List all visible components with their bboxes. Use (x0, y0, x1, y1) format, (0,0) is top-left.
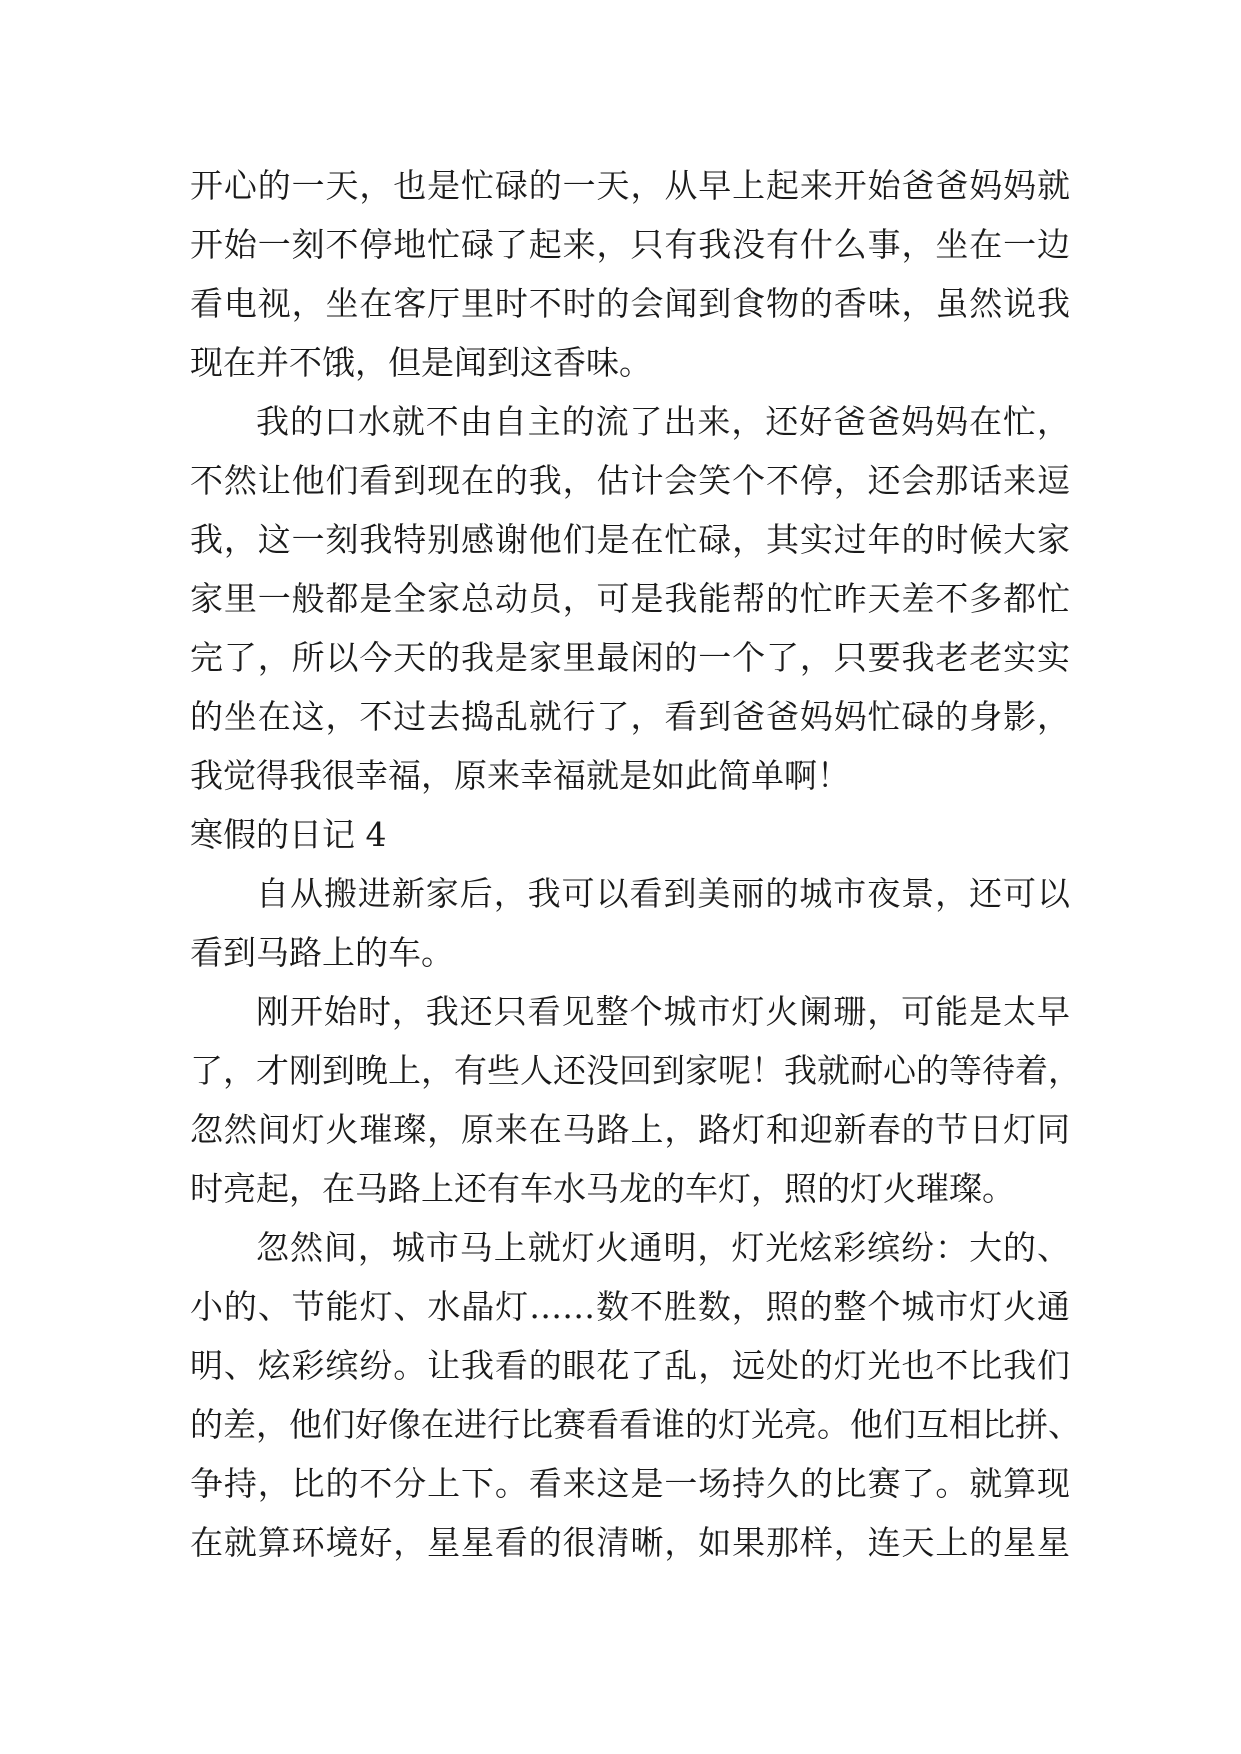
text-line: 我的口水就不由自主的流了出来，还好爸爸妈妈在忙， (256, 402, 1070, 441)
text-line: 家里一般都是全家总动员，可是我能帮的忙昨天差不多都忙 (190, 579, 1070, 618)
text-line: 了，才刚到晚上，有些人还没回到家呢！我就耐心的等待着， (190, 1051, 1081, 1090)
text-line: 忽然间，城市马上就灯火通明，灯光炫彩缤纷：大的、 (256, 1228, 1070, 1267)
text-line: 看到马路上的车。 (190, 933, 454, 972)
text-line: 我，这一刻我特别感谢他们是在忙碌，其实过年的时候大家 (190, 520, 1070, 559)
document-body (190, 156, 1081, 1572)
text-line: 我觉得我很幸福，原来幸福就是如此简单啊！ (190, 756, 850, 795)
text-line: 小的、节能灯、水晶灯……数不胜数，照的整个城市灯火通 (190, 1287, 1070, 1326)
text-line: 的差，他们好像在进行比赛看看谁的灯光亮。他们互相比拼、 (190, 1405, 1081, 1444)
text-line: 自从搬进新家后，我可以看到美丽的城市夜景，还可以 (256, 874, 1070, 913)
section-heading: 寒假的日记 4 (190, 815, 387, 854)
text-line: 明、炫彩缤纷。让我看的眼花了乱，远处的灯光也不比我们 (190, 1346, 1070, 1385)
text-line: 刚开始时，我还只看见整个城市灯火阑珊，可能是太早 (256, 992, 1070, 1031)
text-line: 不然让他们看到现在的我，估计会笑个不停，还会那话来逗 (190, 461, 1070, 500)
text-line: 时亮起，在马路上还有车水马龙的车灯，照的灯火璀璨。 (190, 1169, 1015, 1208)
text-line: 开心的一天，也是忙碌的一天，从早上起来开始爸爸妈妈就 (190, 166, 1070, 205)
text-line: 争持，比的不分上下。看来这是一场持久的比赛了。就算现 (190, 1464, 1070, 1503)
text-line: 开始一刻不停地忙碌了起来，只有我没有什么事，坐在一边 (190, 225, 1070, 264)
text-line: 看电视，坐在客厅里时不时的会闻到食物的香味，虽然说我 (190, 284, 1070, 323)
text-line: 忽然间灯火璀璨，原来在马路上，路灯和迎新春的节日灯同 (190, 1110, 1070, 1149)
text-line: 完了，所以今天的我是家里最闲的一个了，只要我老老实实 (190, 638, 1070, 677)
text-line: 在就算环境好，星星看的很清晰，如果那样，连天上的星星 (190, 1523, 1070, 1562)
text-line: 的坐在这，不过去捣乱就行了，看到爸爸妈妈忙碌的身影， (190, 697, 1070, 736)
text-line: 现在并不饿，但是闻到这香味。 (190, 343, 652, 382)
